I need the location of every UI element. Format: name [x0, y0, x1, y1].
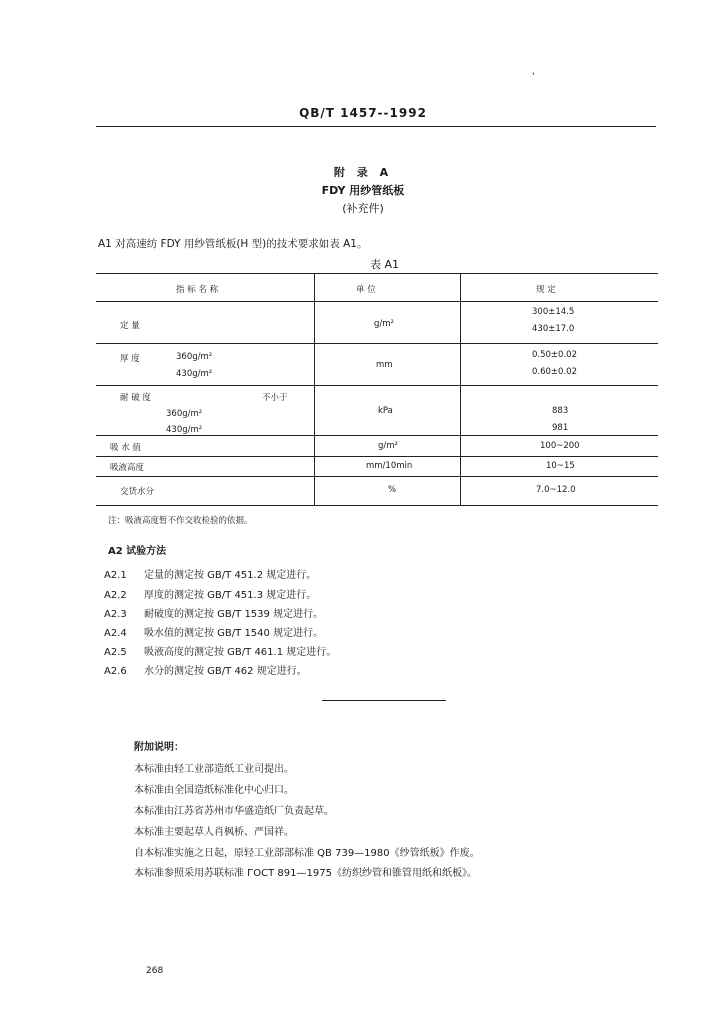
- method-item: [104, 605, 323, 620]
- row-thickness-name: 厚 度: [120, 354, 140, 364]
- table-top-border: [96, 273, 658, 274]
- method-number: A2.1: [104, 570, 127, 581]
- method-number: A2.6: [104, 666, 127, 677]
- row-moisture-unit: %: [388, 485, 397, 495]
- additional-note-line: 本标准由轻工业部造纸工业司提出。: [134, 764, 294, 775]
- header-rule: [96, 301, 658, 302]
- standard-number-header: QB/T 1457--1992: [299, 106, 427, 120]
- intro-paragraph: A1 对高速纺 FDY 用纱管纸板(H 型)的技术要求如表 A1。: [98, 238, 368, 250]
- additional-note-line: 本标准主要起草人肖枫桥、严国祥。: [134, 827, 294, 838]
- row-thickness-spec: 0.50±0.02: [532, 350, 577, 360]
- method-text: 耐破度的测定按 GB/T 1539 规定进行。: [144, 609, 324, 620]
- row-height-name: 吸液高度: [110, 463, 145, 473]
- row-divider: [96, 385, 658, 386]
- table-caption: 表 A1: [370, 258, 400, 271]
- section-divider: [322, 700, 446, 701]
- column-divider: [314, 273, 315, 505]
- row-thickness-spec: 0.60±0.02: [532, 367, 577, 377]
- row-folding-sub: 430g/m²: [166, 425, 203, 435]
- appendix-title: 附 录 A: [333, 166, 393, 179]
- additional-notes-title: 附加说明：: [134, 742, 184, 753]
- method-text: 吸水值的测定按 GB/T 1540 规定进行。: [144, 628, 324, 639]
- column-divider: [460, 273, 461, 505]
- row-quantitative-name: 定 量: [120, 321, 140, 331]
- row-divider: [96, 435, 658, 436]
- row-moisture-spec: 7.0~12.0: [536, 485, 576, 495]
- header-unit: 单 位: [356, 285, 376, 295]
- row-divider: [96, 343, 658, 344]
- page-number: 268: [146, 966, 164, 976]
- row-thickness-sub: 430g/m²: [176, 369, 213, 379]
- row-divider: [96, 456, 658, 457]
- method-text: 厚度的测定按 GB/T 451.3 规定进行。: [144, 590, 317, 601]
- additional-note-line: 本标准参照采用苏联标准 ГОСТ 891—1975《纺织纱管和锥管用纸和纸板》。: [134, 868, 477, 879]
- header-item-name: 指 标 名 称: [176, 285, 219, 295]
- method-item: [104, 624, 323, 639]
- spec-table: [96, 273, 658, 508]
- appendix-subtitle: FDY 用纱管纸板: [321, 184, 405, 197]
- table-bottom-border: [96, 505, 658, 506]
- row-quantitative-spec: 300±14.5: [532, 307, 575, 317]
- method-item: [104, 586, 316, 601]
- row-folding-name: 耐 破 度: [120, 393, 151, 403]
- method-number: A2.3: [104, 609, 127, 620]
- method-text: 水分的测定按 GB/T 462 规定进行。: [144, 666, 307, 677]
- header-rule: [96, 126, 656, 127]
- table-footnote: 注：吸液高度暂不作交收检验的依据。: [108, 516, 253, 526]
- methods-title: A2 试验方法: [108, 546, 167, 557]
- method-item: [104, 566, 316, 581]
- row-folding-sub: 360g/m²: [166, 409, 203, 419]
- row-folding-spec: 981: [552, 423, 569, 433]
- method-number: A2.4: [104, 628, 127, 639]
- method-number: A2.5: [104, 647, 127, 658]
- row-absorption-unit: g/m²: [378, 441, 398, 451]
- method-text: 定量的测定按 GB/T 451.2 规定进行。: [144, 570, 317, 581]
- additional-note-line: 本标准由全国造纸标准化中心归口。: [134, 785, 294, 796]
- appendix-note: (补充件): [342, 202, 384, 215]
- method-item: [104, 662, 307, 677]
- row-quantitative-unit: g/m²: [374, 319, 394, 329]
- row-thickness-sub: 360g/m²: [176, 352, 213, 362]
- row-thickness-unit: mm: [376, 360, 393, 370]
- row-quantitative-spec: 430±17.0: [532, 324, 575, 334]
- row-absorption-spec: 100~200: [540, 441, 580, 451]
- stray-mark: ': [532, 72, 535, 82]
- row-folding-unit: kPa: [378, 406, 393, 416]
- additional-note-line: 本标准由江苏省苏州市华盛造纸厂负责起草。: [134, 806, 334, 817]
- row-folding-qualifier: 不小于: [262, 393, 288, 403]
- header-spec: 规 定: [536, 285, 556, 295]
- row-folding-spec: 883: [552, 406, 569, 416]
- row-divider: [96, 476, 658, 477]
- row-height-unit: mm/10min: [366, 461, 413, 471]
- method-number: A2.2: [104, 590, 127, 601]
- row-height-spec: 10~15: [546, 461, 575, 471]
- method-text: 吸液高度的测定按 GB/T 461.1 规定进行。: [144, 647, 337, 658]
- row-absorption-name: 吸 水 值: [110, 443, 141, 453]
- additional-note-line: 自本标准实施之日起，原轻工业部部标准 QB 739—1980《纱管纸板》作废。: [134, 848, 480, 859]
- row-moisture-name: 交货水分: [120, 487, 155, 497]
- method-item: [104, 643, 336, 658]
